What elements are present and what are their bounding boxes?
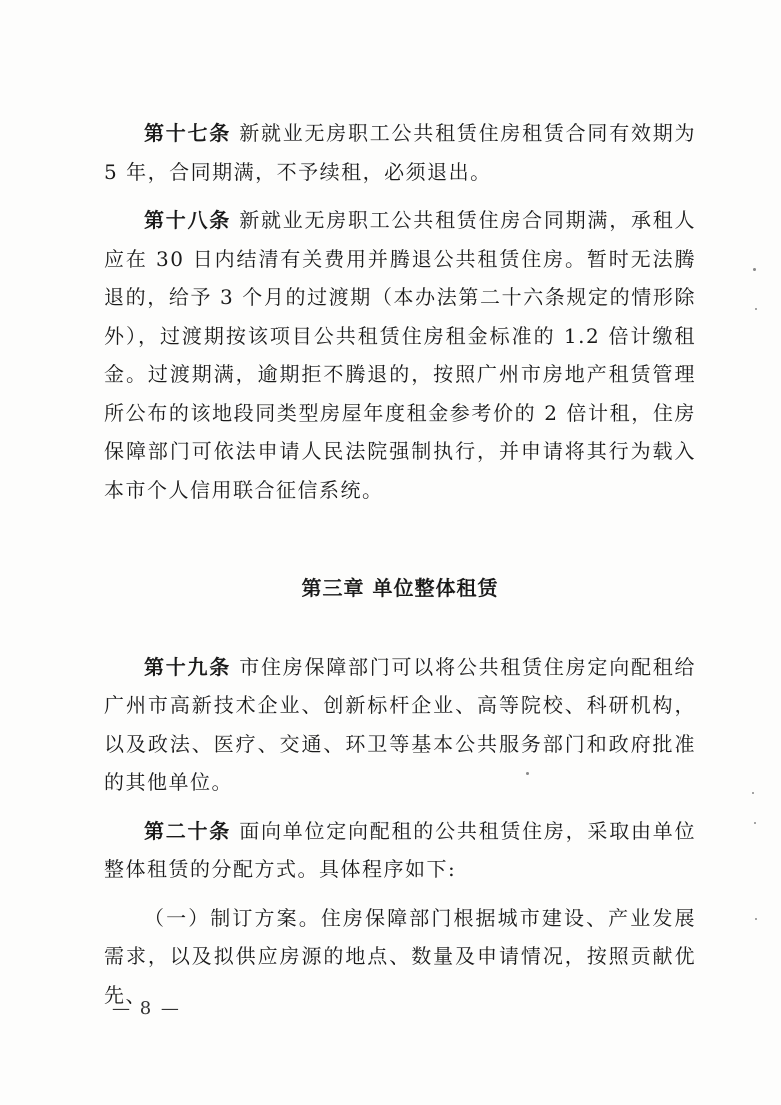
article-20 <box>104 812 696 889</box>
scan-speck <box>753 268 756 271</box>
scan-speck <box>754 822 756 824</box>
page-number: — 8 — <box>112 998 181 1019</box>
article-heading: 第十七条 <box>144 121 232 145</box>
article-heading: 第十八条 <box>144 208 232 232</box>
scan-speck <box>752 792 754 794</box>
article-text: 新就业无房职工公共租赁住房租赁合同有效期为 5 年，合同期满，不予续租，必须退出。 <box>104 121 696 184</box>
article-text: 新就业无房职工公共租赁住房合同期满，承租人应在 30 日内结清有关费用并腾退公共租赁住房。暂时无法腾退的，给予 3 个月的过渡期（本办法第二十六条规定的情形除外），过渡期按该项目公共租赁住房租金标准的 1.2 倍计缴租金。过渡期满，逾期拒不腾退的，按照广州市房地产租赁管理所公布的该地段同类型房屋年度租金参考价的 2 倍计租，住房保障部门可依法申请人民法院强制执行，并申请将其行为载入本市个人信用联合征信系统。 <box>104 208 696 502</box>
article-text: 面向单位定向配租的公共租赁住房，采取由单位整体租赁的分配方式。具体程序如下: <box>104 818 696 881</box>
scan-speck <box>755 308 757 310</box>
article-17 <box>104 114 696 191</box>
article-text: 市住房保障部门可以将公共租赁住房定向配租给广州市高新技术企业、创新标杆企业、高等院校、科研机构，以及政法、医疗、交通、环卫等基本公共服务部门和政府批准的其他单位。 <box>104 654 696 794</box>
chapter-title: 第三章 单位整体租赁 <box>301 576 499 600</box>
article-18 <box>104 201 696 509</box>
article-heading: 第二十条 <box>144 818 232 843</box>
article-19 <box>104 648 696 802</box>
article-heading: 第十九条 <box>144 654 232 679</box>
scan-speck <box>755 918 757 920</box>
document-body <box>104 114 696 1014</box>
procedure-item-1: （一）制订方案。住房保障部门根据城市建设、产业发展需求，以及拟供应房源的地点、数量及申请情况，按照贡献优先、 <box>104 905 696 1007</box>
scan-speck <box>526 772 529 775</box>
